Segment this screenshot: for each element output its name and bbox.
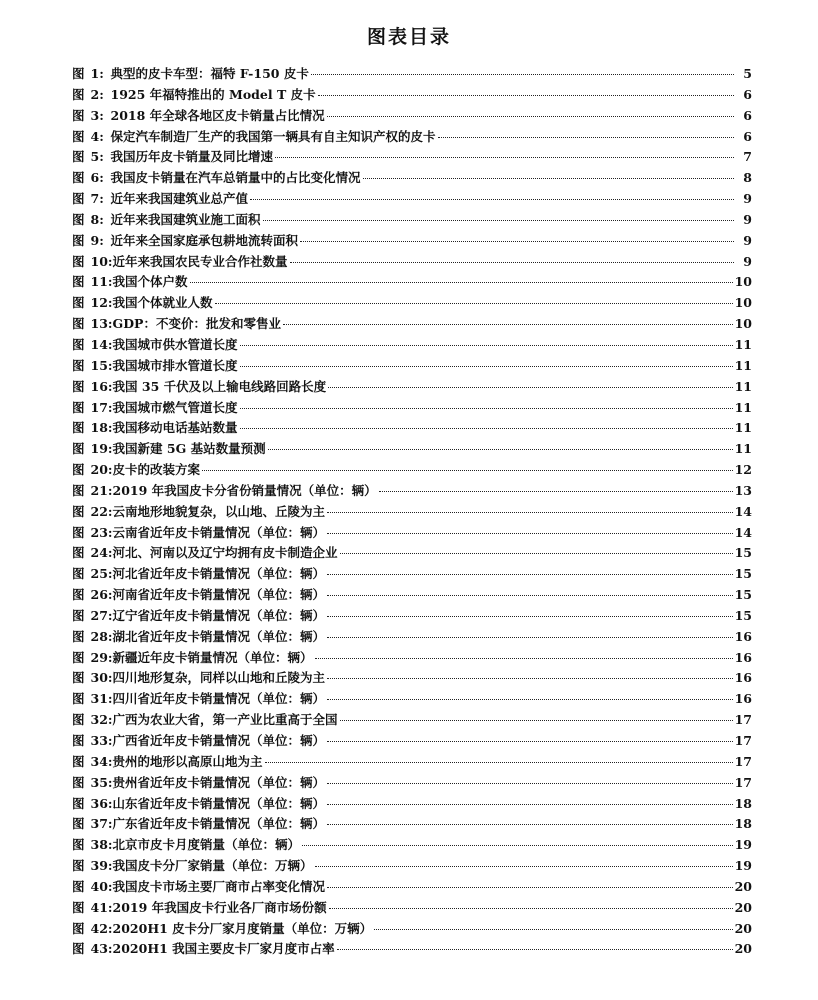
figure-index-list <box>72 64 752 960</box>
toc-leader-dots <box>327 741 733 742</box>
toc-entry-page: 8 <box>743 170 752 186</box>
toc-leader-dots <box>290 262 734 263</box>
toc-entry-title: 我国皮卡市场主要厂商市占率变化情况 <box>112 878 326 894</box>
toc-entry-title: 贵州省近年皮卡销量情况（单位：辆） <box>112 774 326 790</box>
toc-entry-page: 15 <box>734 566 752 582</box>
toc-entry-page: 20 <box>734 899 752 915</box>
toc-entry[interactable] <box>72 502 752 523</box>
toc-entry-number: 19: <box>90 441 113 457</box>
toc-entry[interactable] <box>72 106 752 127</box>
toc-entry-title: 2020H1 我国主要皮卡厂家月度市占率 <box>112 941 335 957</box>
toc-entry-number: 40: <box>90 878 113 894</box>
toc-entry-label: 图 <box>72 941 85 957</box>
toc-entry-page: 17 <box>734 712 752 728</box>
toc-entry[interactable] <box>72 231 752 252</box>
toc-entry-label: 图 <box>72 899 85 915</box>
toc-leader-dots <box>328 387 732 388</box>
toc-entry-number: 32: <box>90 712 113 728</box>
toc-entry-number: 15: <box>90 357 113 373</box>
toc-leader-dots <box>363 178 734 179</box>
toc-leader-dots <box>275 157 734 158</box>
toc-entry-label: 图 <box>72 878 85 894</box>
toc-leader-dots <box>190 282 733 283</box>
toc-entry-label: 图 <box>72 295 85 311</box>
toc-entry-label: 图 <box>72 691 85 707</box>
toc-entry-number: 14: <box>90 336 113 352</box>
toc-entry-number: 2: <box>90 86 104 102</box>
toc-entry-number: 9: <box>90 232 104 248</box>
toc-leader-dots <box>327 116 734 117</box>
toc-entry-page: 17 <box>734 733 752 748</box>
toc-entry-page: 18 <box>734 795 752 811</box>
toc-entry-number: 13: <box>90 316 113 332</box>
toc-entry-label: 图 <box>72 524 85 540</box>
toc-entry-page: 16 <box>734 691 752 707</box>
toc-entry-title: 我国移动电话基站数量 <box>112 420 238 436</box>
toc-entry-title: 河北、河南以及辽宁均拥有皮卡制造企业 <box>112 545 338 561</box>
toc-entry[interactable] <box>72 168 752 189</box>
toc-leader-dots <box>265 762 733 763</box>
toc-entry-number: 33: <box>90 733 113 748</box>
toc-entry-page: 19 <box>734 837 752 853</box>
toc-entry[interactable] <box>72 773 752 794</box>
toc-leader-dots <box>250 199 734 200</box>
toc-entry[interactable] <box>72 939 752 960</box>
toc-entry-title: 近年来全国家庭承包耕地流转面积 <box>110 232 299 248</box>
toc-entry-page: 11 <box>734 378 752 394</box>
toc-entry-label: 图 <box>72 733 85 748</box>
toc-entry-number: 29: <box>90 649 113 665</box>
toc-entry-page: 18 <box>734 816 752 832</box>
toc-entry-number: 12: <box>90 295 113 311</box>
toc-entry-title: 2019 年我国皮卡分省份销量情况（单位：辆） <box>112 482 377 498</box>
toc-leader-dots <box>318 95 734 96</box>
toc-entry-label: 图 <box>72 482 85 498</box>
toc-entry-page: 16 <box>734 649 752 665</box>
toc-entry-title: 云南地形地貌复杂，以山地、丘陵为主 <box>112 503 326 519</box>
toc-entry-title: 2019 年我国皮卡行业各厂商市场份额 <box>112 899 327 915</box>
toc-leader-dots <box>240 408 733 409</box>
toc-entry-number: 36: <box>90 795 113 811</box>
toc-entry[interactable] <box>72 689 752 710</box>
toc-entry-title: 四川地形复杂，同样以山地和丘陵为主 <box>112 670 326 686</box>
toc-leader-dots <box>337 949 733 950</box>
toc-entry-label: 图 <box>72 795 85 811</box>
toc-leader-dots <box>263 220 734 221</box>
toc-entry[interactable] <box>72 543 752 564</box>
toc-entry-number: 21: <box>90 482 113 498</box>
toc-entry-label: 图 <box>72 837 85 853</box>
toc-entry-label: 图 <box>72 753 85 769</box>
toc-entry[interactable] <box>72 648 752 669</box>
toc-entry-title: 北京市皮卡月度销量（单位：辆） <box>112 837 301 853</box>
toc-entry[interactable] <box>72 523 752 544</box>
toc-entry-label: 图 <box>72 774 85 790</box>
toc-entry[interactable] <box>72 272 752 293</box>
toc-entry-label: 图 <box>72 712 85 728</box>
toc-entry-page: 9 <box>743 211 752 227</box>
toc-leader-dots <box>379 491 733 492</box>
toc-entry-title: 广东省近年皮卡销量情况（单位：辆） <box>112 816 326 832</box>
toc-entry-title: 湖北省近年皮卡销量情况（单位：辆） <box>112 628 326 644</box>
toc-entry-label: 图 <box>72 274 85 290</box>
toc-leader-dots <box>327 574 733 575</box>
toc-entry-page: 13 <box>734 482 752 498</box>
toc-leader-dots <box>327 783 733 784</box>
toc-entry-title: 2020H1 皮卡分厂家月度销量（单位：万辆） <box>112 920 373 936</box>
toc-leader-dots <box>311 74 734 75</box>
toc-entry-label: 图 <box>72 191 85 207</box>
toc-entry-title: 我国个体户数 <box>112 274 188 290</box>
toc-entry-page: 14 <box>734 524 752 540</box>
toc-entry-number: 23: <box>90 524 113 540</box>
toc-entry-label: 图 <box>72 149 85 165</box>
toc-entry-title: 我国城市供水管道长度 <box>112 336 238 352</box>
toc-entry-label: 图 <box>72 357 85 373</box>
toc-entry-title: 典型的皮卡车型：福特 F-150 皮卡 <box>110 66 309 81</box>
toc-leader-dots <box>268 449 733 450</box>
toc-entry-page: 20 <box>734 941 752 957</box>
toc-entry[interactable] <box>72 85 752 106</box>
toc-entry-title: 我国皮卡分厂家销量（单位：万辆） <box>112 858 313 874</box>
toc-entry-page: 19 <box>734 858 752 874</box>
toc-leader-dots <box>202 470 733 471</box>
toc-entry[interactable] <box>72 189 752 210</box>
toc-entry-label: 图 <box>72 399 85 415</box>
toc-entry[interactable] <box>72 147 752 168</box>
toc-leader-dots <box>329 908 733 909</box>
toc-entry[interactable] <box>72 794 752 815</box>
toc-leader-dots <box>327 824 733 825</box>
toc-entry-title: 辽宁省近年皮卡销量情况（单位：辆） <box>112 607 326 623</box>
toc-entry-label: 图 <box>72 649 85 665</box>
toc-entry[interactable] <box>72 64 752 85</box>
toc-entry-label: 图 <box>72 566 85 582</box>
toc-leader-dots <box>327 616 733 617</box>
toc-entry-title: 山东省近年皮卡销量情况（单位：辆） <box>112 795 326 811</box>
toc-entry-number: 42: <box>90 920 113 936</box>
toc-entry-number: 37: <box>90 816 113 832</box>
toc-leader-dots <box>327 699 733 700</box>
toc-entry-page: 11 <box>734 441 752 457</box>
toc-leader-dots <box>340 720 733 721</box>
toc-entry-page: 10 <box>734 295 752 311</box>
toc-leader-dots <box>240 428 733 429</box>
toc-entry-label: 图 <box>72 253 85 269</box>
toc-entry[interactable] <box>72 210 752 231</box>
toc-entry-number: 8: <box>90 211 104 227</box>
toc-entry[interactable] <box>72 335 752 356</box>
toc-entry-label: 图 <box>72 232 85 248</box>
toc-entry-page: 16 <box>734 670 752 686</box>
toc-leader-dots <box>327 637 733 638</box>
toc-entry-title: GDP：不变价：批发和零售业 <box>112 316 281 332</box>
toc-entry-label: 图 <box>72 86 85 102</box>
toc-entry-page: 20 <box>734 878 752 894</box>
toc-entry-number: 22: <box>90 503 113 519</box>
toc-entry-label: 图 <box>72 816 85 832</box>
toc-entry-page: 10 <box>734 274 752 290</box>
toc-entry-label: 图 <box>72 545 85 561</box>
toc-entry-label: 图 <box>72 211 85 227</box>
toc-entry-number: 26: <box>90 587 113 603</box>
toc-entry-page: 11 <box>734 399 752 415</box>
toc-entry-page: 12 <box>734 462 752 478</box>
toc-entry-title: 1925 年福特推出的 Model T 皮卡 <box>110 86 316 102</box>
toc-entry-title: 新疆近年皮卡销量情况（单位：辆） <box>112 649 313 665</box>
toc-entry-label: 图 <box>72 503 85 519</box>
toc-leader-dots <box>327 678 733 679</box>
toc-entry-number: 1: <box>90 66 104 81</box>
toc-entry-page: 7 <box>743 149 752 165</box>
toc-leader-dots <box>374 929 732 930</box>
toc-leader-dots <box>315 866 733 867</box>
toc-entry[interactable] <box>72 919 752 940</box>
toc-entry-title: 保定汽车制造厂生产的我国第一辆具有自主知识产权的皮卡 <box>110 128 436 144</box>
toc-entry-title: 我国个体就业人数 <box>112 295 213 311</box>
toc-entry-label: 图 <box>72 107 85 123</box>
toc-leader-dots <box>340 553 733 554</box>
toc-entry[interactable] <box>72 898 752 919</box>
toc-leader-dots <box>240 345 733 346</box>
toc-entry-label: 图 <box>72 336 85 352</box>
toc-leader-dots <box>315 658 733 659</box>
toc-entry-number: 18: <box>90 420 113 436</box>
toc-entry-number: 35: <box>90 774 113 790</box>
toc-leader-dots <box>327 887 733 888</box>
toc-entry-page: 6 <box>743 128 752 144</box>
toc-entry-page: 17 <box>734 753 752 769</box>
toc-entry[interactable] <box>72 814 752 835</box>
toc-entry-page: 11 <box>734 357 752 373</box>
toc-entry-label: 图 <box>72 378 85 394</box>
toc-entry-number: 3: <box>90 107 104 123</box>
toc-entry-label: 图 <box>72 441 85 457</box>
toc-entry-number: 5: <box>90 149 104 165</box>
toc-entry-page: 11 <box>734 420 752 436</box>
toc-entry-title: 我国历年皮卡销量及同比增速 <box>110 149 274 165</box>
toc-entry[interactable] <box>72 752 752 773</box>
toc-entry[interactable] <box>72 564 752 585</box>
toc-entry-title: 近年来我国建筑业总产值 <box>110 191 249 207</box>
toc-entry-page: 15 <box>734 545 752 561</box>
toc-entry-number: 17: <box>90 399 113 415</box>
toc-entry-title: 河北省近年皮卡销量情况（单位：辆） <box>112 566 326 582</box>
toc-entry[interactable] <box>72 377 752 398</box>
toc-leader-dots <box>327 512 733 513</box>
toc-entry-label: 图 <box>72 66 85 81</box>
toc-entry-title: 我国城市排水管道长度 <box>112 357 238 373</box>
toc-entry-page: 9 <box>743 232 752 248</box>
toc-leader-dots <box>327 595 733 596</box>
toc-entry-number: 11: <box>90 274 113 290</box>
toc-entry-label: 图 <box>72 670 85 686</box>
toc-entry-label: 图 <box>72 628 85 644</box>
toc-entry-page: 10 <box>734 316 752 332</box>
toc-entry-page: 11 <box>734 336 752 352</box>
toc-entry-page: 6 <box>743 86 752 102</box>
toc-entry-page: 16 <box>734 628 752 644</box>
page-title: 图表目录 <box>366 26 451 48</box>
toc-entry-title: 我国城市燃气管道长度 <box>112 399 238 415</box>
toc-entry-number: 16: <box>90 378 113 394</box>
toc-entry-label: 图 <box>72 128 85 144</box>
toc-entry[interactable] <box>72 877 752 898</box>
toc-leader-dots <box>327 533 733 534</box>
toc-entry-title: 云南省近年皮卡销量情况（单位：辆） <box>112 524 326 540</box>
toc-entry[interactable] <box>72 731 752 752</box>
toc-leader-dots <box>240 366 733 367</box>
toc-entry-title: 2018 年全球各地区皮卡销量占比情况 <box>110 107 325 123</box>
toc-entry[interactable] <box>72 314 752 335</box>
toc-entry-number: 39: <box>90 858 113 874</box>
toc-entry[interactable] <box>72 481 752 502</box>
toc-entry-label: 图 <box>72 316 85 332</box>
toc-leader-dots <box>302 845 733 846</box>
toc-entry-title: 广西省近年皮卡销量情况（单位：辆） <box>112 733 326 748</box>
toc-entry-title: 皮卡的改装方案 <box>112 462 201 478</box>
toc-entry-title: 近年来我国农民专业合作社数量 <box>112 253 288 269</box>
toc-entry-page: 9 <box>743 253 752 269</box>
toc-entry-number: 4: <box>90 128 104 144</box>
toc-entry-label: 图 <box>72 420 85 436</box>
toc-entry[interactable] <box>72 293 752 314</box>
toc-entry[interactable] <box>72 856 752 877</box>
toc-entry-page: 6 <box>743 107 752 123</box>
toc-entry-page: 15 <box>734 607 752 623</box>
toc-entry-number: 25: <box>90 566 113 582</box>
toc-entry-page: 14 <box>734 503 752 519</box>
toc-entry-title: 贵州的地形以高原山地为主 <box>112 753 263 769</box>
toc-entry-page: 9 <box>743 191 752 207</box>
toc-entry-number: 10: <box>90 253 113 269</box>
toc-entry-page: 17 <box>734 774 752 790</box>
toc-entry[interactable] <box>72 356 752 377</box>
toc-entry[interactable] <box>72 710 752 731</box>
toc-entry[interactable] <box>72 835 752 856</box>
toc-entry-number: 43: <box>90 941 113 957</box>
toc-leader-dots <box>327 804 733 805</box>
toc-entry-title: 河南省近年皮卡销量情况（单位：辆） <box>112 587 326 603</box>
toc-entry-title: 近年来我国建筑业施工面积 <box>110 211 261 227</box>
toc-entry[interactable] <box>72 127 752 148</box>
toc-entry-label: 图 <box>72 462 85 478</box>
toc-entry-title: 四川省近年皮卡销量情况（单位：辆） <box>112 691 326 707</box>
toc-entry-number: 41: <box>90 899 113 915</box>
toc-leader-dots <box>283 324 733 325</box>
toc-entry-number: 20: <box>90 462 113 478</box>
toc-entry-label: 图 <box>72 858 85 874</box>
toc-entry[interactable] <box>72 439 752 460</box>
toc-entry-number: 24: <box>90 545 113 561</box>
toc-entry-title: 我国皮卡销量在汽车总销量中的占比变化情况 <box>110 170 361 186</box>
toc-entry-title: 我国 35 千伏及以上输电线路回路长度 <box>112 378 327 394</box>
toc-entry-number: 6: <box>90 170 104 186</box>
toc-entry-label: 图 <box>72 607 85 623</box>
toc-entry[interactable] <box>72 252 752 273</box>
toc-entry-number: 34: <box>90 753 113 769</box>
toc-entry-page: 5 <box>743 66 752 81</box>
toc-entry[interactable] <box>72 460 752 481</box>
toc-entry-page: 15 <box>734 587 752 603</box>
toc-entry-number: 28: <box>90 628 113 644</box>
toc-entry-number: 7: <box>90 191 104 207</box>
toc-entry-label: 图 <box>72 587 85 603</box>
toc-entry-page: 20 <box>734 920 752 936</box>
toc-entry-title: 广西为农业大省，第一产业比重高于全国 <box>112 712 338 728</box>
toc-entry[interactable] <box>72 606 752 627</box>
toc-entry-number: 30: <box>90 670 113 686</box>
toc-entry-number: 31: <box>90 691 113 707</box>
toc-entry-label: 图 <box>72 920 85 936</box>
toc-entry[interactable] <box>72 418 752 439</box>
toc-entry[interactable] <box>72 585 752 606</box>
toc-leader-dots <box>438 137 734 138</box>
toc-leader-dots <box>300 241 734 242</box>
toc-entry-title: 我国新建 5G 基站数量预测 <box>112 441 266 457</box>
toc-entry[interactable] <box>72 398 752 419</box>
toc-entry[interactable] <box>72 627 752 648</box>
toc-entry-number: 27: <box>90 607 113 623</box>
toc-entry-number: 38: <box>90 837 113 853</box>
toc-entry-label: 图 <box>72 170 85 186</box>
toc-entry[interactable] <box>72 668 752 689</box>
toc-leader-dots <box>215 303 733 304</box>
